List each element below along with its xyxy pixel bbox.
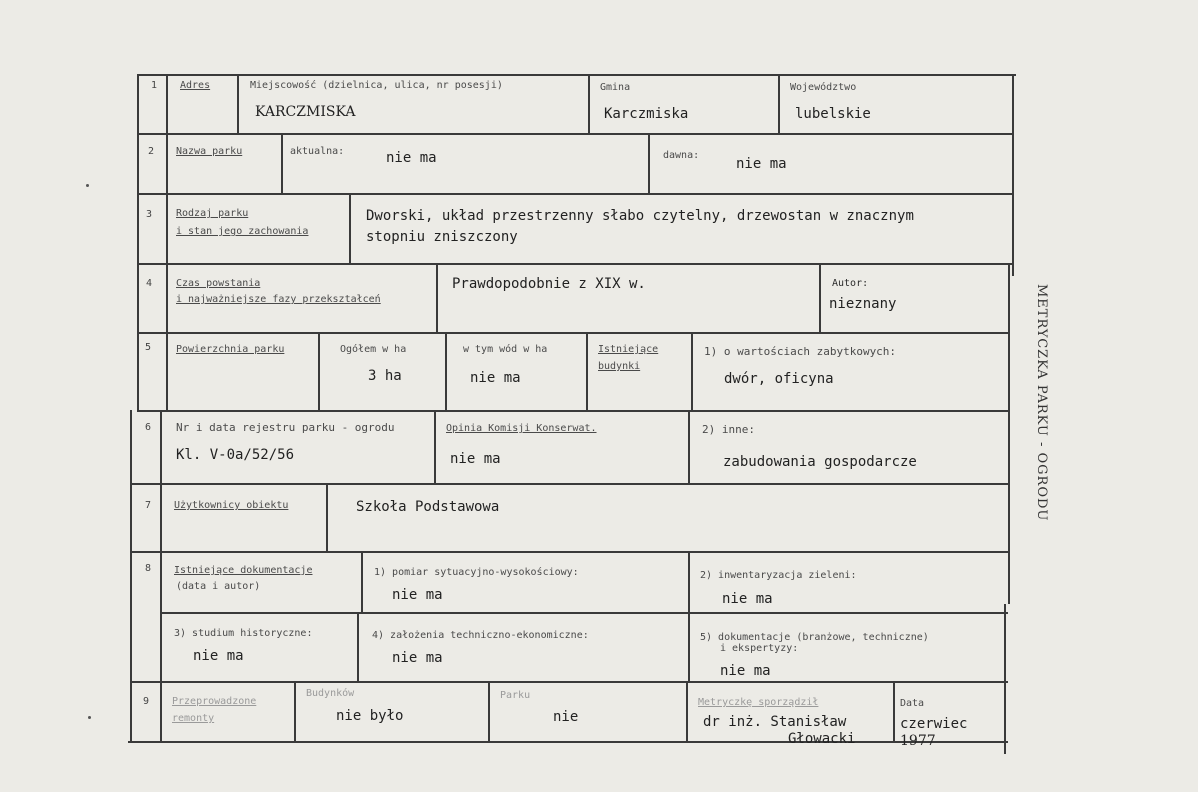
creation-time-value: Prawdopodobnie z XIX w. [452, 276, 646, 292]
buildings-label-2: budynki [598, 361, 641, 372]
row-number-2: 2 [148, 146, 155, 157]
r8-v2 [357, 612, 359, 682]
r5-v1 [318, 332, 320, 411]
sep-6-7 [130, 483, 1010, 485]
history-value: nie ma [193, 648, 244, 664]
r4-v2 [819, 263, 821, 333]
author-value: nieznany [829, 296, 897, 312]
r1-v3 [778, 74, 780, 134]
date-label: Data [900, 698, 925, 709]
row-number-4: 4 [146, 278, 153, 289]
paper-speck [86, 184, 89, 187]
num-col-3 [160, 410, 162, 682]
sep-2-3 [137, 193, 1013, 195]
date-line-1: czerwiec [900, 716, 968, 732]
survey-value: nie ma [392, 587, 443, 603]
sector-docs-value: nie ma [720, 663, 771, 679]
survey-label: 1) pomiar sytuacyjno-wysokościowy: [374, 567, 579, 578]
sep-3-4 [137, 263, 1013, 265]
park-renov-value: nie [553, 709, 579, 725]
register-label: Nr i data rejestru parku - ogrodu [176, 421, 395, 434]
frame-right-mid [1008, 264, 1010, 604]
park-name-label: Nazwa parku [176, 146, 243, 157]
frame-top [138, 74, 1016, 76]
side-title: METRYCZKA PARKU - OGRODU [1034, 284, 1049, 522]
sector-docs-label-2: i ekspertyzy: [720, 643, 799, 654]
sep-7-8 [130, 551, 1010, 553]
renovations-label-2: remonty [172, 713, 215, 724]
prepared-by-label: Metryczkę sporządził [698, 697, 819, 708]
other-buildings-value: zabudowania gospodarcze [723, 454, 917, 470]
documentation-label-1: Istniejące dokumentacje [174, 565, 313, 576]
users-label: Użytkownicy obiektu [174, 500, 289, 511]
sep-1-2 [137, 133, 1013, 135]
frame-right-low [1004, 604, 1006, 754]
frame-left-lower [130, 410, 132, 742]
water-area-value: nie ma [470, 370, 521, 386]
prepared-by-line-2: Głowacki [788, 731, 856, 747]
row-number-5: 5 [145, 342, 152, 353]
park-type-label-1: Rodzaj parku [176, 208, 249, 219]
voivodeship-value: lubelskie [795, 106, 871, 122]
locality-label: Miejscowość (dzielnica, ulica, nr posesji) [250, 80, 503, 91]
park-type-value-2: stopniu zniszczony [366, 229, 518, 245]
row-number-8: 8 [145, 563, 152, 574]
monuments-value: dwór, oficyna [724, 371, 834, 387]
row-number-1: 1 [151, 80, 158, 91]
buildings-label-1: Istniejące [598, 344, 659, 355]
row-number-9: 9 [143, 696, 150, 707]
r4-v1 [436, 263, 438, 333]
buildings-renov-label: Budynków [306, 688, 355, 699]
techno-economic-label: 4) założenia techniczno-ekonomiczne: [372, 630, 589, 641]
sep-4-5 [137, 332, 1009, 334]
r2-v2 [648, 133, 650, 194]
r8-mid [160, 612, 1008, 614]
r1-v1 [237, 74, 239, 134]
greenery-label: 2) inwentaryzacja zieleni: [700, 570, 857, 581]
r8-v1 [361, 551, 363, 613]
r5-v4 [691, 332, 693, 411]
sep-8-9 [130, 681, 1008, 683]
row-number-3: 3 [146, 209, 153, 220]
buildings-renov-value: nie było [336, 708, 404, 724]
date-line-2: 1977 [900, 733, 936, 749]
r8-v3 [688, 551, 690, 682]
r5-v3 [586, 332, 588, 411]
documentation-label-2: (data i autor) [176, 581, 261, 592]
creation-time-label-1: Czas powstania [176, 278, 261, 289]
paper-speck [88, 716, 91, 719]
park-type-label-2: i stan jego zachowania [176, 226, 309, 237]
num-col-4 [160, 681, 162, 743]
num-col-1 [166, 74, 168, 134]
frame-right [1012, 74, 1014, 276]
r7-v1 [326, 483, 328, 552]
prepared-by-line-1: dr inż. Stanisław [703, 714, 847, 730]
water-area-label: w tym wód w ha [463, 344, 548, 355]
total-area-value: 3 ha [368, 368, 402, 384]
former-name-value: nie ma [736, 156, 787, 172]
frame-bottom [128, 741, 1008, 743]
other-buildings-label: 2) inne: [702, 423, 755, 436]
row-number-6: 6 [145, 422, 152, 433]
opinion-label: Opinia Komisji Konserwat. [446, 423, 597, 434]
num-col-2 [166, 133, 168, 411]
voivodeship-label: Województwo [790, 82, 857, 93]
frame-left [137, 74, 139, 412]
history-label: 3) studium historyczne: [174, 628, 313, 639]
r9-v2 [488, 681, 490, 743]
row-number-7: 7 [145, 500, 152, 511]
r1-v2 [588, 74, 590, 134]
r3-v1 [349, 193, 351, 264]
r2-v1 [281, 133, 283, 194]
r9-v4 [893, 681, 895, 743]
r5-v2 [445, 332, 447, 411]
author-label: Autor: [832, 278, 869, 289]
gmina-value: Karczmiska [604, 106, 689, 122]
r9-v1 [294, 681, 296, 743]
former-name-label: dawna: [663, 150, 700, 161]
current-name-label: aktualna: [290, 146, 345, 157]
park-type-value-1: Dworski, układ przestrzenny słabo czytelny, drzewostan w znacznym [366, 208, 914, 224]
register-value: Kl. V-0a/52/56 [176, 447, 295, 463]
greenery-value: nie ma [722, 591, 773, 607]
users-value: Szkoła Podstawowa [356, 499, 500, 515]
r9-v3 [686, 681, 688, 743]
opinion-value: nie ma [450, 451, 501, 467]
r6-v1 [434, 410, 436, 484]
locality-value: KARCZMISKA [255, 104, 356, 120]
address-label: Adres [180, 80, 211, 91]
sector-docs-label-1: 5) dokumentacje (branżowe, techniczne) [700, 632, 929, 643]
r6-v2 [688, 410, 690, 484]
renovations-label-1: Przeprowadzone [172, 696, 257, 707]
total-area-label: Ogółem w ha [340, 344, 407, 355]
area-label: Powierzchnia parku [176, 344, 285, 355]
monuments-label: 1) o wartościach zabytkowych: [704, 345, 897, 358]
park-renov-label: Parku [500, 690, 531, 701]
creation-time-label-2: i najważniejsze fazy przekształceń [176, 294, 381, 305]
gmina-label: Gmina [600, 82, 631, 93]
sep-5-6 [137, 410, 1009, 412]
techno-economic-value: nie ma [392, 650, 443, 666]
current-name-value: nie ma [386, 150, 437, 166]
